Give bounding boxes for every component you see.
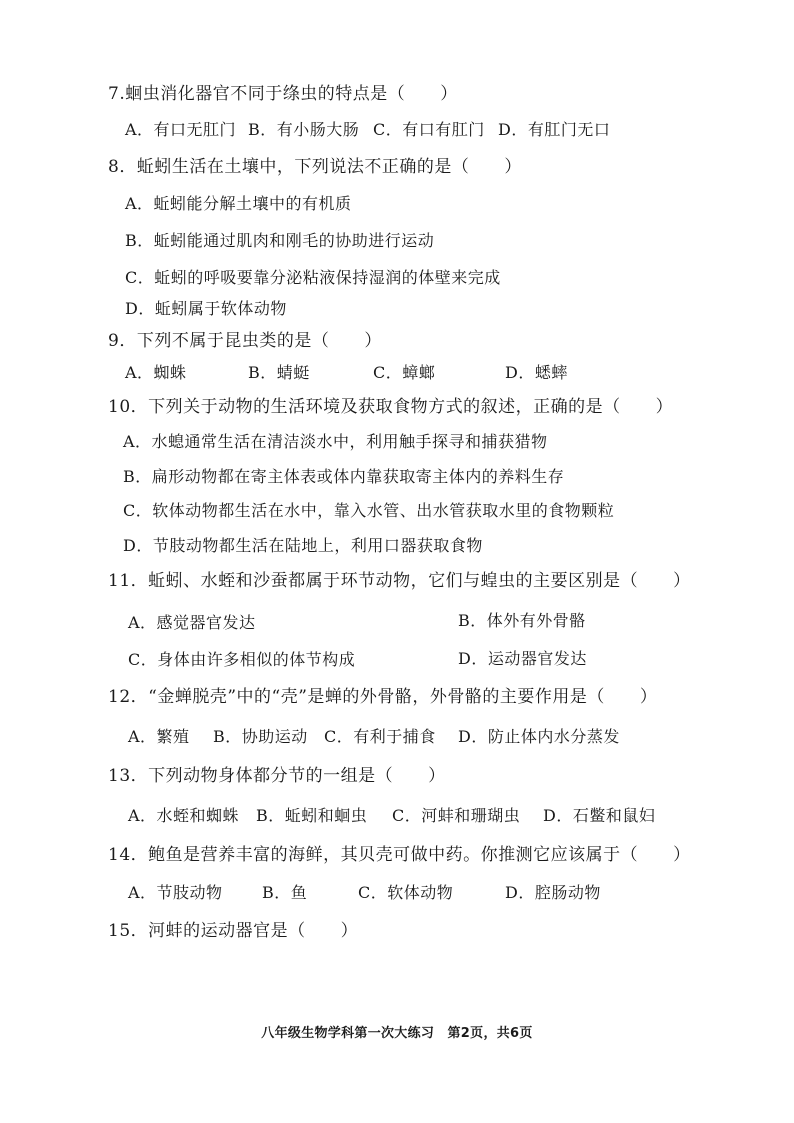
question-13-option-b: B．蚯蚓和蛔虫 bbox=[256, 806, 368, 825]
question-12-option-a: A．繁殖 bbox=[128, 727, 190, 746]
question-9-option-b: B．蜻蜓 bbox=[248, 363, 310, 382]
page-footer: 八年级生物学科第一次大练习 第2页，共6页 bbox=[261, 1026, 533, 1041]
question-9-stem: 9．下列不属于昆虫类的是（ ） bbox=[108, 331, 382, 351]
question-10-option-d: D．节肢动物都生活在陆地上，利用口器获取食物 bbox=[123, 536, 483, 555]
question-10-option-a: A．水螅通常生活在清洁淡水中，利用触手探寻和捕获猎物 bbox=[123, 432, 548, 451]
question-13-option-a: A．水蛭和蜘蛛 bbox=[128, 806, 240, 825]
question-10-option-b: B．扁形动物都在寄主体表或体内靠获取寄主体内的养料生存 bbox=[123, 467, 565, 486]
question-14-stem: 14．鲍鱼是营养丰富的海鲜，其贝壳可做中药。你推测它应该属于（ ） bbox=[108, 845, 691, 865]
question-14-option-a: A．节肢动物 bbox=[128, 883, 223, 902]
question-7-option-c: C．有口有肛门 bbox=[373, 120, 485, 139]
question-7-option-b: B．有小肠大肠 bbox=[248, 120, 360, 139]
question-7-option-a: A．有口无肛门 bbox=[125, 120, 237, 139]
question-12-option-d: D．防止体内水分蒸发 bbox=[458, 727, 620, 746]
question-8-option-a: A．蚯蚓能分解土壤中的有机质 bbox=[125, 194, 352, 213]
question-11-option-d: D．运动器官发达 bbox=[458, 649, 587, 668]
question-7-stem: 7.蛔虫消化器官不同于绦虫的特点是（ ） bbox=[108, 84, 458, 104]
question-9-option-a: A．蜘蛛 bbox=[125, 363, 187, 382]
question-13-stem: 13．下列动物身体都分节的一组是（ ） bbox=[108, 766, 446, 786]
question-7-option-d: D．有肛门无口 bbox=[498, 120, 611, 139]
question-14-option-c: C．软体动物 bbox=[358, 883, 454, 902]
question-10-stem: 10．下列关于动物的生活环境及获取食物方式的叙述，正确的是（ ） bbox=[108, 397, 674, 417]
question-13-option-d: D．石鳖和鼠妇 bbox=[543, 806, 656, 825]
question-8-option-b: B．蚯蚓能通过肌肉和刚毛的协助进行运动 bbox=[125, 231, 435, 250]
question-8-stem: 8．蚯蚓生活在土壤中，下列说法不正确的是（ ） bbox=[108, 157, 522, 177]
question-8-option-d: D．蚯蚓属于软体动物 bbox=[125, 299, 287, 318]
question-11-option-a: A．感觉器官发达 bbox=[128, 613, 256, 632]
question-12-option-b: B．协助运动 bbox=[213, 727, 308, 746]
question-13-option-c: C．河蚌和珊瑚虫 bbox=[392, 806, 521, 825]
question-12-option-c: C．有利于捕食 bbox=[324, 727, 436, 746]
question-15-stem: 15．河蚌的运动器官是（ ） bbox=[108, 921, 359, 941]
question-11-stem: 11．蚯蚓、水蛭和沙蚕都属于环节动物，它们与蝗虫的主要区别是（ ） bbox=[108, 571, 691, 591]
question-11-option-c: C．身体由许多相似的体节构成 bbox=[128, 650, 356, 669]
question-12-stem: 12．“金蝉脱壳”中的“壳”是蝉的外骨骼，外骨骼的主要作用是（ ） bbox=[108, 687, 658, 707]
question-9-option-d: D．蟋蟀 bbox=[505, 363, 568, 382]
question-14-option-d: D．腔肠动物 bbox=[505, 883, 601, 902]
question-10-option-c: C．软体动物都生活在水中，靠入水管、出水管获取水里的食物颗粒 bbox=[123, 501, 615, 520]
question-8-option-c: C．蚯蚓的呼吸要靠分泌粘液保持湿润的体壁来完成 bbox=[125, 268, 501, 287]
question-14-option-b: B．鱼 bbox=[262, 883, 308, 902]
question-9-option-c: C．蟑螂 bbox=[373, 363, 436, 382]
question-11-option-b: B．体外有外骨骼 bbox=[458, 611, 586, 630]
